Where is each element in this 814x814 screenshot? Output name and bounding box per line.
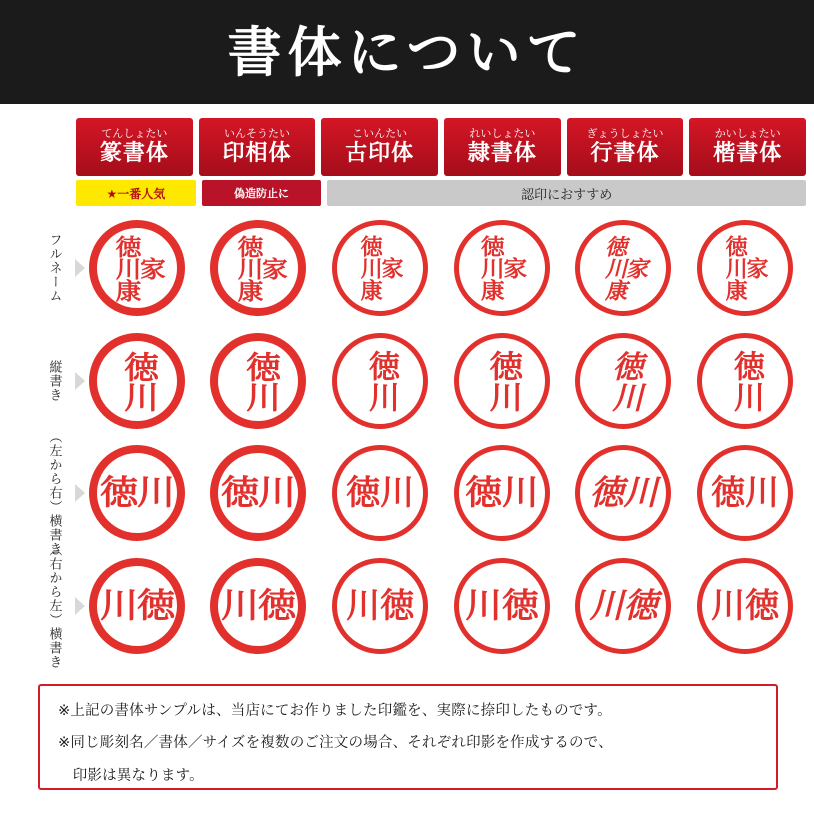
badge-forgery-prevention: 偽造防止に	[202, 180, 322, 206]
column-header-gyosho	[567, 118, 684, 176]
column-kana: いんそうたい	[224, 126, 290, 140]
stamp-cell-fullname-gyosho	[563, 212, 685, 325]
seal-impression	[575, 220, 671, 316]
stamp-cell-ltr-tensho	[76, 437, 198, 550]
seal-characters	[476, 235, 528, 302]
seal-characters: 川徳	[589, 585, 658, 626]
seal-characters: 徳川	[465, 473, 539, 514]
column-name: 隷書体	[467, 140, 537, 166]
font-style-table	[0, 104, 814, 674]
seal-column-2: 徳川康	[601, 235, 627, 302]
seal-characters	[111, 235, 165, 302]
row-label-text: 縦書き	[46, 359, 62, 402]
seal-impression	[332, 558, 428, 654]
seal-impression	[575, 445, 671, 541]
seal-impression	[210, 558, 306, 654]
seal-characters	[601, 235, 648, 302]
seal-column-1: 家	[499, 257, 528, 280]
seal-impression	[332, 445, 428, 541]
stamp-cell-rtl-reisho	[441, 550, 563, 663]
column-name: 篆書体	[99, 140, 169, 166]
seal-characters: 徳川	[221, 473, 296, 514]
seal-characters: 川徳	[465, 585, 539, 626]
column-kana: れいしょたい	[469, 126, 536, 140]
stamp-cell-ltr-koin	[319, 437, 441, 550]
stamp-cell-fullname-tensho	[76, 212, 198, 325]
column-name: 印相体	[222, 140, 292, 166]
stamp-cell-fullname-kaisho	[684, 212, 806, 325]
header-band	[0, 0, 814, 104]
column-name: 行書体	[590, 140, 660, 166]
seal-impression	[454, 445, 550, 541]
seal-impression	[697, 333, 793, 429]
stamp-cell-fullname-reisho	[441, 212, 563, 325]
seal-impression	[332, 220, 428, 316]
seal-impression	[210, 445, 306, 541]
notes-box	[38, 684, 778, 790]
column-header-row	[76, 118, 806, 176]
seal-impression	[575, 558, 671, 654]
stamp-cell-fullname-koin	[319, 212, 441, 325]
seal-impression	[89, 558, 185, 654]
stamp-cell-vertical-koin	[319, 325, 441, 438]
seal-characters: 徳川	[346, 473, 415, 514]
stamp-cell-vertical-inso	[198, 325, 320, 438]
seal-impression	[89, 220, 185, 316]
column-header-inso	[199, 118, 316, 176]
seal-impression	[697, 558, 793, 654]
seal-column-1: 家	[622, 257, 648, 280]
stamp-cell-vertical-tensho	[76, 325, 198, 438]
stamp-cell-vertical-kaisho	[684, 325, 806, 438]
seal-column-2: 徳川康	[722, 235, 749, 302]
row-label-text: フルネーム	[46, 233, 62, 304]
column-name: 古印体	[345, 140, 415, 166]
seal-impression	[89, 445, 185, 541]
row-label-column	[30, 212, 76, 669]
column-name: 楷書体	[713, 140, 783, 166]
seal-impression	[454, 220, 550, 316]
seal-column-1: 家	[257, 257, 287, 280]
row-label-fullname	[30, 212, 76, 325]
stamp-cell-ltr-kaisho	[684, 437, 806, 550]
stamp-cell-vertical-gyosho	[563, 325, 685, 438]
column-header-kaisho	[689, 118, 806, 176]
stamp-cell-rtl-gyosho	[563, 550, 685, 663]
seal-characters: 徳川	[362, 349, 399, 412]
seal-characters: 徳川	[727, 349, 764, 412]
seal-characters: 徳川	[606, 349, 643, 412]
seal-impression	[454, 558, 550, 654]
seal-impression	[697, 445, 793, 541]
stamp-cell-fullname-inso	[198, 212, 320, 325]
seal-characters: 徳川	[483, 349, 523, 412]
seal-impression	[697, 220, 793, 316]
stamp-cell-ltr-gyosho	[563, 437, 685, 550]
seal-column-2: 徳川康	[476, 235, 506, 302]
stamp-cell-rtl-inso	[198, 550, 320, 663]
row-label-text: （右から左）横書き	[46, 542, 62, 669]
seal-impression	[575, 333, 671, 429]
stamp-grid	[76, 212, 806, 662]
note-line-3: 印影は異なります。	[58, 767, 204, 784]
row-label-horizontal-ltr	[30, 430, 76, 557]
seal-characters: 徳川	[589, 473, 658, 514]
seal-column-2: 徳川康	[357, 235, 384, 302]
seal-impression	[332, 333, 428, 429]
stamp-cell-rtl-koin	[319, 550, 441, 663]
seal-impression	[210, 220, 306, 316]
page-title: 書体について	[227, 20, 587, 84]
seal-characters	[232, 235, 287, 302]
column-header-koin	[321, 118, 438, 176]
stamp-cell-vertical-reisho	[441, 325, 563, 438]
badge-most-popular: ★一番人気	[76, 180, 196, 206]
seal-characters: 徳川	[99, 473, 174, 514]
stamp-cell-ltr-reisho	[441, 437, 563, 550]
seal-characters	[722, 235, 770, 302]
seal-characters: 川徳	[346, 585, 415, 626]
stamp-cell-ltr-inso	[198, 437, 320, 550]
seal-characters	[357, 235, 405, 302]
seal-column-2: 徳川康	[232, 235, 262, 302]
row-label-horizontal-rtl	[30, 542, 76, 669]
column-kana: こいんたい	[352, 126, 408, 140]
seal-characters: 徳川	[711, 473, 780, 514]
column-kana: かいしょたい	[714, 126, 781, 140]
seal-characters: 川徳	[221, 585, 296, 626]
seal-characters: 徳川	[239, 350, 280, 411]
note-line-1: ※上記の書体サンプルは、当店にてお作りました印鑑を、実際に捺印したものです。	[58, 703, 612, 719]
column-kana: てんしょたい	[101, 126, 168, 140]
seal-characters: 川徳	[711, 585, 780, 626]
seal-impression	[210, 333, 306, 429]
seal-impression	[89, 333, 185, 429]
column-header-reisho	[444, 118, 561, 176]
seal-characters: 川徳	[99, 585, 174, 626]
column-header-tensho	[76, 118, 193, 176]
row-label-text: （左から右）横書き	[46, 430, 62, 557]
seal-impression	[454, 333, 550, 429]
seal-column-1: 家	[743, 257, 770, 280]
stamp-cell-rtl-kaisho	[684, 550, 806, 663]
badge-row	[76, 180, 806, 206]
note-line-2: ※同じ彫刻名／書体／サイズを複数のご注文の場合、それぞれ印影を作成するので、	[58, 735, 613, 752]
badge-recommended-for-mitomein: 認印におすすめ	[327, 180, 806, 206]
stamp-cell-rtl-tensho	[76, 550, 198, 663]
seal-characters: 徳川	[117, 350, 158, 411]
column-kana: ぎょうしょたい	[586, 126, 664, 140]
row-label-vertical	[30, 325, 76, 438]
seal-column-2: 徳川康	[111, 235, 141, 302]
seal-column-1: 家	[135, 257, 165, 280]
seal-column-1: 家	[378, 257, 405, 280]
